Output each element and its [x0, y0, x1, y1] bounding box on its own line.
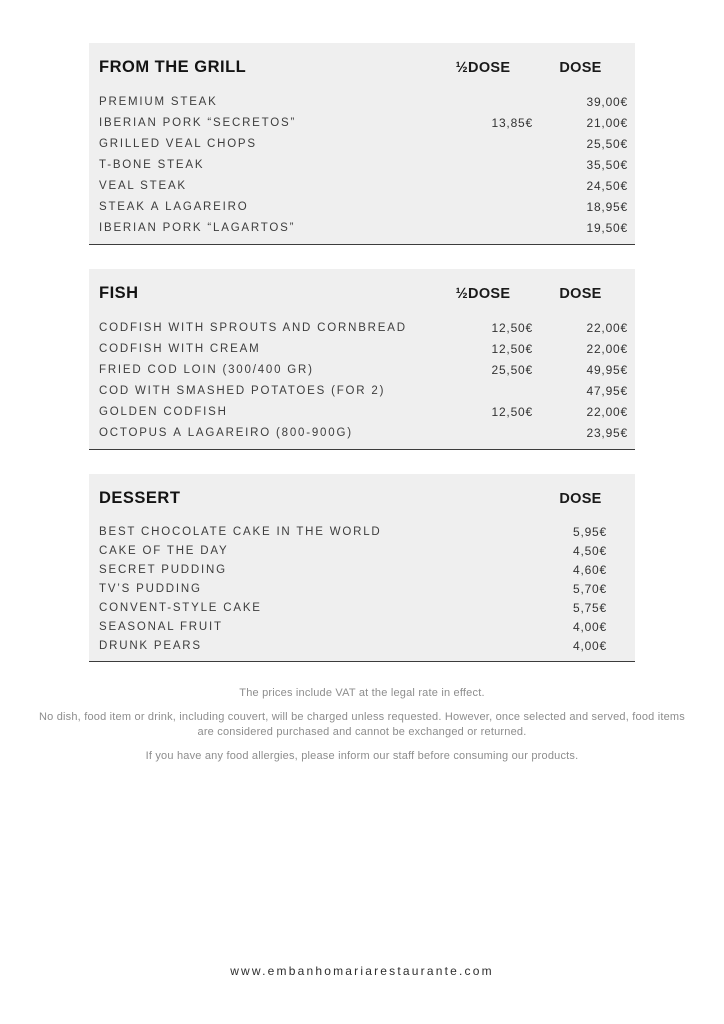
section-header: [99, 487, 628, 510]
item-name: VEAL STEAK: [99, 179, 187, 192]
item-dose-price: 5,70€: [572, 581, 607, 596]
menu-item-row: [99, 133, 628, 154]
item-dose-price: 21,00€: [586, 115, 628, 130]
menu-item-row: [99, 217, 628, 238]
menu-item-row: [99, 522, 628, 541]
item-name: IBERIAN PORK “SECRETOS”: [99, 116, 297, 129]
item-dose-price: 4,60€: [572, 562, 607, 577]
item-name: IBERIAN PORK “LAGARTOS”: [99, 221, 296, 234]
item-dose-price: 22,00€: [586, 320, 628, 335]
menu-item-row: [99, 317, 628, 338]
item-dose-price: 24,50€: [586, 178, 628, 193]
item-name: TV’S PUDDING: [99, 582, 202, 595]
vat-note: The prices include VAT at the legal rate in effect.: [239, 687, 485, 699]
item-dose-price: 5,75€: [572, 600, 607, 615]
menu-item-row: [99, 91, 628, 112]
item-name: OCTOPUS À LAGAREIRO (800-900G): [99, 426, 353, 439]
menu-item-row: [99, 636, 628, 655]
item-name: SEASONAL FRUIT: [99, 620, 223, 633]
column-header-dose: DOSE: [559, 491, 602, 507]
item-name: STEAK À LAGAREIRO: [99, 200, 249, 213]
column-header-half-dose: ½DOSE: [455, 60, 511, 76]
item-dose-price: 23,95€: [586, 425, 628, 440]
menu-item-row: [99, 617, 628, 636]
menu-item-row: [99, 338, 628, 359]
column-header-half-dose: ½DOSE: [455, 286, 511, 302]
section-header: [99, 56, 628, 79]
item-name: GRILLED VEAL CHOPS: [99, 137, 257, 150]
item-dose-price: 4,00€: [572, 638, 607, 653]
column-header-dose: DOSE: [559, 286, 602, 302]
menu-item-row: [99, 196, 628, 217]
item-dose-price: 19,50€: [586, 220, 628, 235]
menu-item-row: [99, 175, 628, 196]
footer-notes: [0, 686, 724, 764]
menu-item-row: [99, 112, 628, 133]
item-name: PREMIUM STEAK: [99, 95, 218, 108]
item-dose-price: 4,50€: [572, 543, 607, 558]
item-dose-price: 35,50€: [586, 157, 628, 172]
item-name: GOLDEN CODFISH: [99, 405, 228, 418]
column-header-dose: DOSE: [559, 60, 602, 76]
menu-item-row: [99, 154, 628, 175]
item-name: CODFISH WITH SPROUTS AND CORNBREAD: [99, 321, 407, 334]
item-dose-price: 5,95€: [572, 524, 607, 539]
menu-section-dessert: [89, 474, 635, 662]
item-half-dose-price: 12,50€: [491, 341, 533, 356]
item-dose-price: 22,00€: [586, 341, 628, 356]
allergy-note: If you have any food allergies, please inform our staff before consuming our products.: [145, 750, 579, 762]
menu-item-row: [99, 380, 628, 401]
item-half-dose-price: 12,50€: [491, 320, 533, 335]
section-title: FROM THE GRILL: [99, 58, 247, 76]
item-dose-price: 47,95€: [586, 383, 628, 398]
item-name: FRIED COD LOIN (300/400 GR): [99, 363, 314, 376]
item-name: BEST CHOCOLATE CAKE IN THE WORLD: [99, 525, 382, 538]
section-header: [99, 282, 628, 305]
service-note: No dish, food item or drink, including couvert, will be charged unless requested. However, once selected and served, food items are considered purchased and cannot be exchanged or returned.: [38, 711, 685, 738]
item-name: CODFISH WITH CREAM: [99, 342, 261, 355]
menu-item-row: [99, 579, 628, 598]
item-name: CAKE OF THE DAY: [99, 544, 229, 557]
item-dose-price: 4,00€: [572, 619, 607, 634]
menu-item-row: [99, 560, 628, 579]
item-half-dose-price: 25,50€: [491, 362, 533, 377]
menu-item-row: [99, 541, 628, 560]
website-url: www.embanhomariarestaurante.com: [230, 964, 494, 978]
menu-item-row: [99, 359, 628, 380]
item-dose-price: 49,95€: [586, 362, 628, 377]
item-dose-price: 25,50€: [586, 136, 628, 151]
section-title: DESSERT: [99, 489, 181, 507]
menu-item-row: [99, 598, 628, 617]
item-name: SECRET PUDDING: [99, 563, 227, 576]
item-half-dose-price: 13,85€: [491, 115, 533, 130]
item-dose-price: 18,95€: [586, 199, 628, 214]
menu-section-grill: [89, 43, 635, 245]
menu-item-row: [99, 422, 628, 443]
item-name: COD WITH SMASHED POTATOES (FOR 2): [99, 384, 386, 397]
item-name: T-BONE STEAK: [99, 158, 205, 171]
section-title: FISH: [99, 284, 139, 302]
item-half-dose-price: 12,50€: [491, 404, 533, 419]
item-dose-price: 22,00€: [586, 404, 628, 419]
menu-item-row: [99, 401, 628, 422]
menu-section-fish: [89, 269, 635, 450]
item-name: DRUNK PEARS: [99, 639, 202, 652]
item-name: CONVENT-STYLE CAKE: [99, 601, 262, 614]
item-dose-price: 39,00€: [586, 94, 628, 109]
